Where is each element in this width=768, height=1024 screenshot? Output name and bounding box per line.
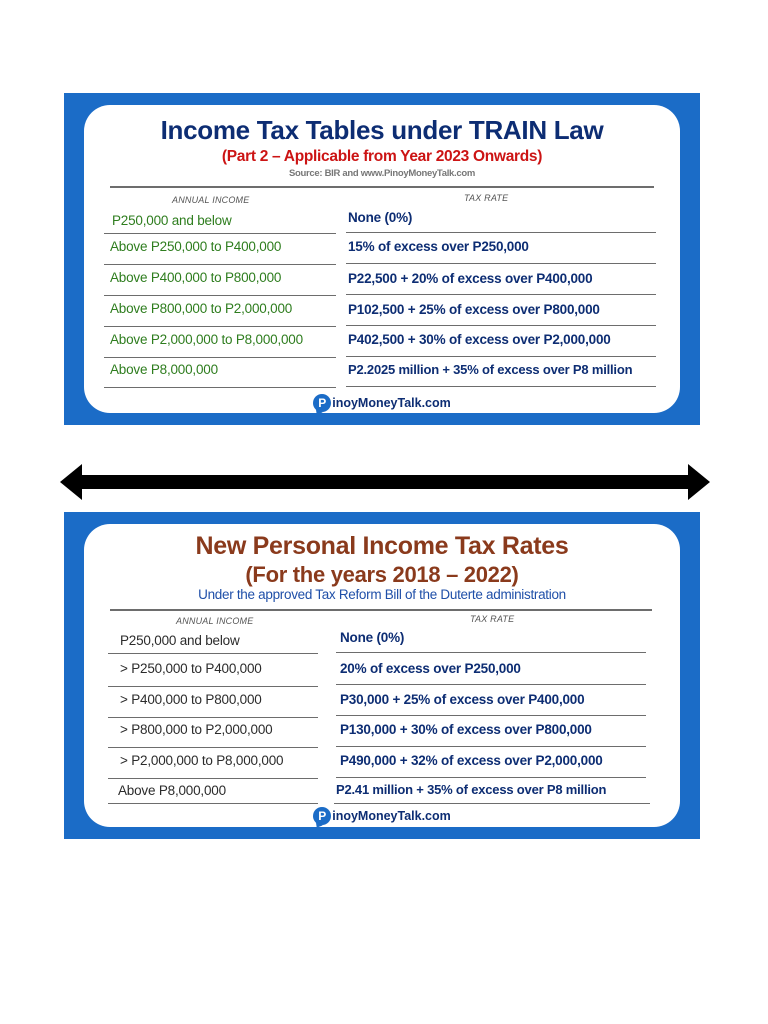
income-cell: > P2,000,000 to P8,000,000: [120, 753, 284, 768]
income-cell: > P400,000 to P800,000: [120, 692, 262, 707]
row-divider: [108, 717, 318, 718]
train-law-title: Income Tax Tables under TRAIN Law: [160, 115, 604, 145]
pinoymoneytalk-footer: [84, 394, 680, 412]
rate-cell: P102,500 + 25% of excess over P800,000: [348, 302, 600, 317]
rate-cell: P130,000 + 30% of excess over P800,000: [340, 722, 592, 737]
train-law-source: Source: BIR and www.PinoyMoneyTalk.com: [288, 168, 476, 179]
row-divider: [108, 803, 318, 804]
new-rates-source: Under the approved Tax Reform Bill of the Duterte administration: [198, 587, 566, 602]
double-arrow-icon: [60, 464, 710, 500]
income-cell: Above P8,000,000: [110, 362, 218, 377]
train-law-subtitle: (Part 2 – Applicable from Year 2023 Onwards): [221, 148, 543, 165]
rate-cell: P2.2025 million + 35% of excess over P8 million: [348, 362, 633, 377]
income-cell: Above P8,000,000: [118, 783, 226, 798]
row-divider: [108, 653, 318, 654]
pinoymoneytalk-footer: [84, 807, 680, 825]
income-cell: Above P2,000,000 to P8,000,000: [110, 332, 303, 347]
row-divider: [346, 325, 656, 326]
row-divider: [346, 263, 656, 264]
income-cell: > P250,000 to P400,000: [120, 661, 262, 676]
row-divider: [104, 357, 336, 358]
row-divider: [104, 387, 336, 388]
rate-cell: P30,000 + 25% of excess over P400,000: [340, 692, 585, 707]
train-law-table-panel: [84, 105, 680, 413]
income-cell: P250,000 and below: [112, 213, 232, 228]
header-top-rule: [110, 186, 654, 188]
pinoymoneytalk-logo-icon: P: [313, 807, 331, 825]
rate-cell: None (0%): [348, 210, 413, 225]
row-divider: [334, 803, 650, 804]
row-divider: [104, 233, 336, 234]
row-divider: [336, 684, 646, 685]
income-cell: Above P400,000 to P800,000: [110, 270, 282, 285]
rate-cell: P22,500 + 20% of excess over P400,000: [348, 271, 593, 286]
footer-site-text: inoyMoneyTalk.com: [332, 396, 451, 410]
row-divider: [104, 326, 336, 327]
footer-site-text: inoyMoneyTalk.com: [332, 809, 451, 823]
row-divider: [336, 746, 646, 747]
row-divider: [104, 264, 336, 265]
rate-cell: P2.41 million + 35% of excess over P8 million: [336, 782, 607, 797]
income-cell: > P800,000 to P2,000,000: [120, 722, 273, 737]
row-divider: [346, 294, 656, 295]
header-top-rule: [110, 609, 652, 611]
rate-cell: None (0%): [340, 630, 405, 645]
row-divider: [336, 777, 646, 778]
row-divider: [346, 386, 656, 387]
annual-income-header: ANNUAL INCOME: [172, 195, 250, 205]
row-divider: [108, 747, 318, 748]
row-divider: [108, 778, 318, 779]
rate-cell: 20% of excess over P250,000: [340, 661, 521, 676]
row-divider: [346, 356, 656, 357]
tax-rate-header: TAX RATE: [470, 614, 515, 624]
tax-rate-header: TAX RATE: [464, 193, 509, 203]
duterte-table-panel: [84, 524, 680, 827]
rate-cell: P402,500 + 30% of excess over P2,000,000: [348, 332, 611, 347]
income-cell: Above P250,000 to P400,000: [110, 239, 282, 254]
new-rates-title: New Personal Income Tax Rates: [195, 532, 569, 560]
new-rates-subtitle: (For the years 2018 – 2022): [245, 562, 519, 587]
row-divider: [104, 295, 336, 296]
train-law-tax-table: [64, 93, 700, 425]
duterte-tax-table: [64, 512, 700, 839]
annual-income-header: ANNUAL INCOME: [176, 616, 254, 626]
pinoymoneytalk-logo-icon: P: [313, 394, 331, 412]
row-divider: [346, 232, 656, 233]
row-divider: [336, 715, 646, 716]
income-cell: Above P800,000 to P2,000,000: [110, 301, 293, 316]
row-divider: [108, 686, 318, 687]
income-cell: P250,000 and below: [120, 633, 240, 648]
rate-cell: P490,000 + 32% of excess over P2,000,000: [340, 753, 603, 768]
rate-cell: 15% of excess over P250,000: [348, 239, 529, 254]
row-divider: [336, 652, 646, 653]
